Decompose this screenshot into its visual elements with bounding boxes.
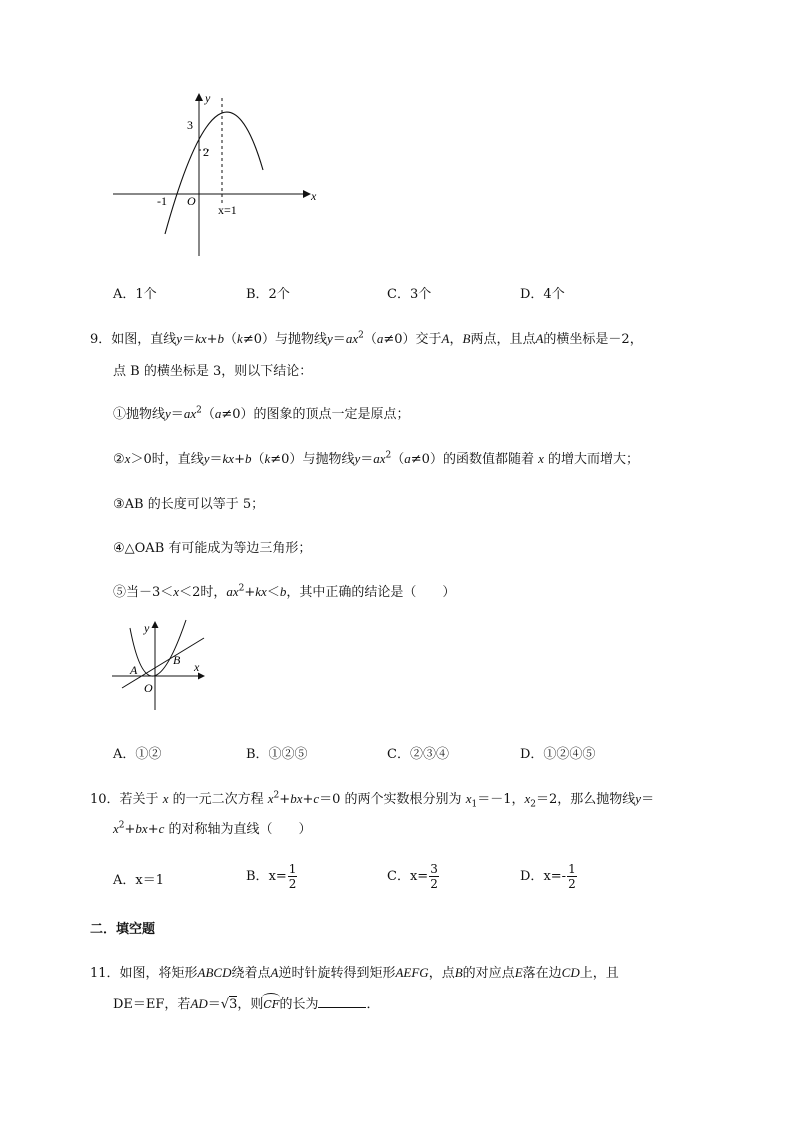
q11-line2: DE＝EF，若AD＝√3，则CF的长为 ．: [113, 996, 380, 1012]
q9-option-b[interactable]: B．①②⑤: [246, 747, 308, 762]
q8-parabola-graph: [105, 88, 335, 263]
q10-option-a[interactable]: A．x＝1: [113, 873, 164, 888]
q10-line2: $x^2+bx+c$ 的对称轴为直线（ ）: [113, 820, 312, 837]
q8-option-a[interactable]: A．1个: [113, 287, 157, 302]
axis-note-label: x=1: [218, 203, 237, 217]
q9-statement-5: ⑤当－3＜x＜2时，$ax^2+kx<b$，其中正确的结论是（ ）: [113, 583, 456, 600]
q9-statement-1: ①抛物线$y=ax^2(a\ne 0)$的图象的顶点一定是原点；: [113, 405, 410, 422]
parabola-curve: [165, 112, 263, 234]
q8-option-d[interactable]: D．4个: [520, 287, 565, 302]
tick-2-label: 2: [203, 145, 209, 159]
y-axis-label: y: [205, 91, 211, 105]
x-axis-label: x: [194, 660, 200, 674]
q10-option-c[interactable]: C．x= $\frac{3}{2}$: [387, 862, 438, 891]
point-b-label: B: [173, 653, 181, 667]
q10-option-b[interactable]: B．x= $\frac{1}{2}$: [246, 862, 297, 891]
fraction: $\frac{1}{2}$: [288, 862, 297, 891]
y-axis-label: y: [144, 621, 150, 635]
origin-label: O: [144, 681, 153, 695]
q9-option-c[interactable]: C．②③④: [387, 747, 449, 762]
q10-option-d[interactable]: D．x=- $\frac{1}{2}$: [520, 862, 576, 891]
tick-neg1-label: -1: [157, 194, 167, 208]
q9-line-parabola-graph: [108, 618, 213, 713]
answer-blank[interactable]: [318, 995, 366, 1008]
q9-option-a[interactable]: A．①②: [113, 747, 162, 762]
q9-line1: 9．如图，直线y＝kx+b（k≠0）与抛物线$y=ax^2(a\ne 0)$交于A，B两点，且点A的横坐标是－2，: [90, 330, 643, 347]
tick-3-label: 3: [187, 118, 193, 132]
q11-line1: 11．如图，将矩形ABCD绕着点A逆时针旋转得到矩形AEFG，点B的对应点E落在边CD上，且: [90, 965, 619, 981]
origin-label: O: [187, 194, 196, 208]
q9-statement-3: ③AB 的长度可以等于 5；: [113, 497, 265, 512]
arc-cf: CF: [263, 998, 280, 1011]
q8-option-b[interactable]: B．2个: [246, 287, 290, 302]
q8-option-c[interactable]: C．3个: [387, 287, 432, 302]
point-a-label: A: [130, 663, 138, 677]
x-axis-label: x: [311, 189, 317, 203]
q9-line2: 点 B 的横坐标是 3，则以下结论：: [113, 364, 313, 379]
sqrt-symbol: √: [220, 997, 230, 1012]
fraction: $\frac{3}{2}$: [430, 862, 438, 891]
q9-statement-2: ②x＞0时，直线y＝kx+b（k≠0）与抛物线$y=ax^2(a\ne 0)$的函数值都随着 x 的增大而增大；: [113, 450, 640, 467]
q10-line1: 10．若关于 x 的一元二次方程 $x^2+bx+c=0$ 的两个实数根分别为 $x_1=-1$，$x_2=2$，那么抛物线y＝: [90, 790, 655, 810]
parabola-curve: [130, 620, 186, 676]
fraction: $\frac{1}{2}$: [568, 862, 576, 891]
q9-option-d[interactable]: D．①②④⑤: [520, 747, 596, 762]
q9-statement-4: ④△OAB 有可能成为等边三角形；: [113, 541, 312, 556]
section-heading: 二．填空题: [90, 922, 156, 937]
